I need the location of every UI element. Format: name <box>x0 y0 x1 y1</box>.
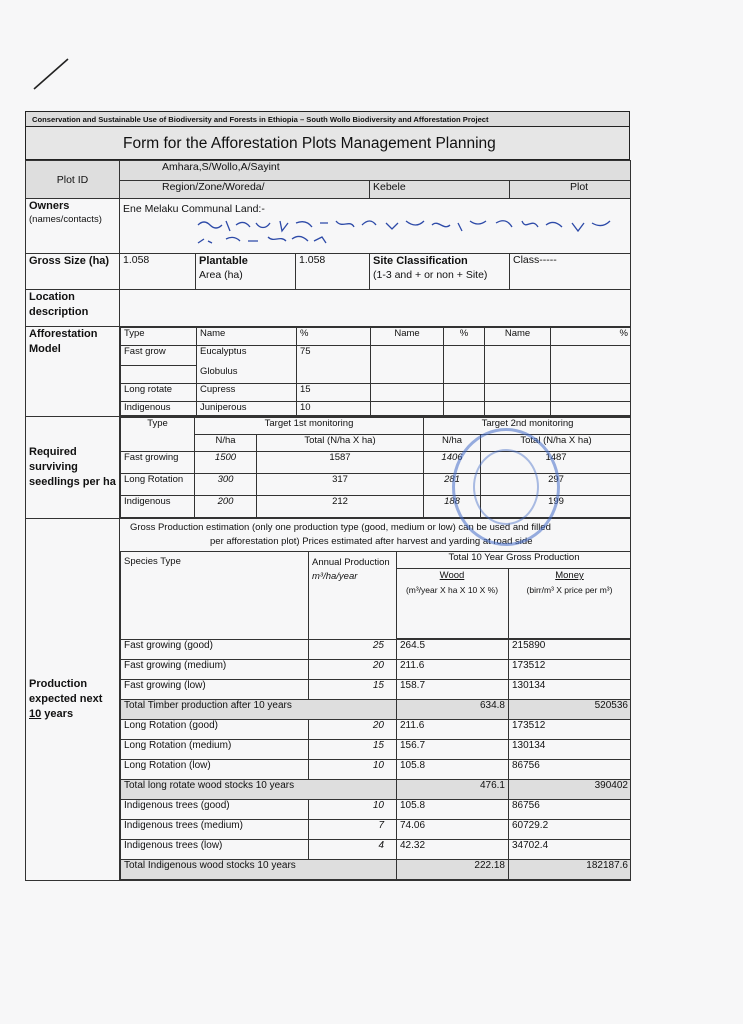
location-label: Location description <box>26 290 120 327</box>
seedlings-label: Required surviving seedlings per ha <box>26 417 120 519</box>
seedlings-row-type: Fast growing <box>121 452 195 474</box>
production-row <box>121 840 631 860</box>
model-header-type: Type <box>121 328 197 346</box>
production-header-wood: Wood <box>439 570 465 581</box>
production-header-wood-unit: (m³/year X ha X 10 X %) <box>405 585 499 595</box>
production-row-annual: 10 <box>309 800 397 820</box>
production-row-money: 130134 <box>509 740 631 760</box>
production-row-annual: 7 <box>309 820 397 840</box>
production-row <box>121 800 631 820</box>
production-row-species: Fast growing (good) <box>121 640 309 660</box>
production-row-annual: 25 <box>309 640 397 660</box>
production-row-species: Indigenous trees (low) <box>121 840 309 860</box>
production-row-money: 173512 <box>509 720 631 740</box>
production-row-wood: 211.6 <box>397 720 509 740</box>
production-row-annual: 10 <box>309 760 397 780</box>
seedlings-header-target1: Target 1st monitoring <box>195 418 424 435</box>
plot-id-value: Amhara,S/Wollo,A/Sayint <box>120 161 631 181</box>
model-row-pct: 75 <box>297 346 371 366</box>
location-value <box>120 290 631 327</box>
production-row <box>121 720 631 740</box>
production-label-years: 10 <box>29 708 42 720</box>
seedlings-header-total: Total (N/ha X ha) <box>257 435 424 452</box>
seedlings-row-tot2: 1487 <box>481 452 631 474</box>
production-row <box>121 760 631 780</box>
production-row-wood: 105.8 <box>397 760 509 780</box>
production-row-annual: 15 <box>309 740 397 760</box>
kebele-label: Kebele <box>370 181 510 199</box>
site-classification-cell <box>370 254 510 290</box>
production-row-wood: 211.6 <box>397 660 509 680</box>
afforestation-model-cell <box>120 327 631 417</box>
production-header-annual-unit: m³/ha/year <box>312 571 358 582</box>
production-label-cell <box>26 519 120 881</box>
model-header-name3: Name <box>485 328 551 346</box>
seedlings-row-tot1: 212 <box>257 496 424 518</box>
gross-size-value: 1.058 <box>120 254 196 290</box>
seedlings-row-n2: 1406 <box>424 452 481 474</box>
seedlings-row-n1: 1500 <box>195 452 257 474</box>
seedlings-cell <box>120 417 631 519</box>
production-header-total: Total 10 Year Gross Production <box>397 552 631 640</box>
plot-id-label: Plot ID <box>26 161 120 199</box>
production-row-money: 390402 <box>509 780 631 800</box>
site-classification-sub: (1-3 and + or non + Site) <box>373 269 488 281</box>
production-row-money: 173512 <box>509 660 631 680</box>
production-row-species: Fast growing (medium) <box>121 660 309 680</box>
model-row-name: Cupress <box>197 384 297 402</box>
production-header-money-unit: (birr/m³ X price per m³) <box>526 585 613 595</box>
production-subheader <box>120 568 631 639</box>
plantable-label-cell <box>196 254 296 290</box>
production-row-money: 86756 <box>509 760 631 780</box>
production-row-wood: 158.7 <box>397 680 509 700</box>
seedlings-row-type: Indigenous <box>121 496 195 518</box>
seedlings-header-nha: N/ha <box>424 435 481 452</box>
planning-form <box>25 160 631 881</box>
project-header: Conservation and Sustainable Use of Biodiversity and Forests in Ethiopia – South Wollo Biodiversity and Afforestation Project <box>25 111 630 127</box>
production-row-species: Indigenous trees (good) <box>121 800 309 820</box>
production-cell <box>120 519 631 881</box>
seedlings-row-tot2: 199 <box>481 496 631 518</box>
area-label: Area (ha) <box>199 269 243 281</box>
pen-stroke-mark <box>32 55 72 91</box>
model-header-name2: Name <box>371 328 444 346</box>
handwritten-signature <box>196 217 631 251</box>
seedlings-row-tot2: 297 <box>481 474 631 496</box>
model-row-pct: 10 <box>297 402 371 416</box>
production-total-row <box>121 700 631 720</box>
production-row-species: Total Indigenous wood stocks 10 years <box>121 860 397 880</box>
production-header-money-cell <box>508 569 631 639</box>
production-header-annual: Annual Production <box>312 557 390 568</box>
seedlings-row-tot1: 1587 <box>257 452 424 474</box>
model-row-pct <box>297 366 371 384</box>
production-row-money: 130134 <box>509 680 631 700</box>
model-header-pct2: % <box>444 328 485 346</box>
gross-size-label: Gross Size (ha) <box>26 254 120 290</box>
production-row-money: 60729.2 <box>509 820 631 840</box>
production-row-species: Fast growing (low) <box>121 680 309 700</box>
owners-value: Ene Melaku Communal Land:- <box>123 203 265 215</box>
production-header-wood-cell <box>396 569 508 639</box>
production-label: Production expected next <box>29 678 103 705</box>
production-row-species: Total Timber production after 10 years <box>121 700 397 720</box>
model-row-type: Indigenous <box>121 402 197 416</box>
form-title: Form for the Afforestation Plots Management Planning <box>25 127 630 160</box>
afforestation-model-label: Afforestation Model <box>26 327 120 417</box>
site-classification-label: Site Classification <box>373 255 468 267</box>
production-row-wood: 634.8 <box>397 700 509 720</box>
production-row-annual: 4 <box>309 840 397 860</box>
model-row-type: Long rotate <box>121 384 197 402</box>
plot-label: Plot <box>510 181 631 199</box>
model-header-name: Name <box>197 328 297 346</box>
production-row-annual: 20 <box>309 720 397 740</box>
production-rows <box>120 639 631 880</box>
production-note <box>120 519 630 551</box>
production-row-wood: 105.8 <box>397 800 509 820</box>
production-note-line2: per afforestation plot) Prices estimated after harvest and yarding at road side <box>210 536 533 547</box>
afforestation-model-table <box>120 327 631 416</box>
production-row-wood: 74.06 <box>397 820 509 840</box>
owners-label: Owners <box>29 200 70 212</box>
seedlings-header-type: Type <box>121 418 195 452</box>
seedlings-row-type: Long Rotation <box>121 474 195 496</box>
production-header-money: Money <box>555 570 584 581</box>
class-label: Class----- <box>510 254 631 290</box>
model-header-pct: % <box>297 328 371 346</box>
production-row <box>121 640 631 660</box>
model-header-pct3: % <box>551 328 631 346</box>
seedlings-header-total: Total (N/ha X ha) <box>481 435 631 452</box>
production-row-species: Long Rotation (good) <box>121 720 309 740</box>
production-label-suffix: years <box>41 708 74 720</box>
production-row-money: 34702.4 <box>509 840 631 860</box>
production-row-money: 182187.6 <box>509 860 631 880</box>
production-row-money: 520536 <box>509 700 631 720</box>
seedlings-row-n2: 281 <box>424 474 481 496</box>
production-note-line1: Gross Production estimation (only one production type (good, medium or low) can be used and filled <box>130 522 551 533</box>
production-header-species: Species Type <box>121 552 309 640</box>
model-row-type: Fast grow <box>121 346 197 366</box>
owners-sublabel: (names/contacts) <box>29 214 102 225</box>
production-row-wood: 42.32 <box>397 840 509 860</box>
production-total-row <box>121 860 631 880</box>
model-row-pct: 15 <box>297 384 371 402</box>
seedlings-row-n2: 188 <box>424 496 481 518</box>
seedlings-row-n1: 200 <box>195 496 257 518</box>
plantable-value: 1.058 <box>296 254 370 290</box>
seedlings-table <box>120 417 631 518</box>
seedlings-header-nha: N/ha <box>195 435 257 452</box>
production-row-wood: 222.18 <box>397 860 509 880</box>
production-row <box>121 740 631 760</box>
production-row-species: Long Rotation (low) <box>121 760 309 780</box>
seedlings-row-tot1: 317 <box>257 474 424 496</box>
seedlings-header-target2: Target 2nd monitoring <box>424 418 631 435</box>
plantable-label: Plantable <box>199 255 248 267</box>
model-row-name: Juniperous <box>197 402 297 416</box>
production-row-species: Indigenous trees (medium) <box>121 820 309 840</box>
production-row <box>121 660 631 680</box>
owners-label-cell <box>26 199 120 254</box>
region-label: Region/Zone/Woreda/ <box>120 181 370 199</box>
production-row-species: Total long rotate wood stocks 10 years <box>121 780 397 800</box>
production-row-species: Long Rotation (medium) <box>121 740 309 760</box>
model-row-name: Globulus <box>197 366 297 384</box>
production-row <box>121 680 631 700</box>
production-row-annual: 15 <box>309 680 397 700</box>
production-row-wood: 156.7 <box>397 740 509 760</box>
production-row-annual: 20 <box>309 660 397 680</box>
production-row-wood: 476.1 <box>397 780 509 800</box>
production-row-money: 215890 <box>509 640 631 660</box>
model-row-name: Eucalyptus <box>197 346 297 366</box>
owners-value-cell <box>120 199 631 254</box>
production-row-money: 86756 <box>509 800 631 820</box>
production-row <box>121 820 631 840</box>
seedlings-row-n1: 300 <box>195 474 257 496</box>
production-total-row <box>121 780 631 800</box>
production-row-wood: 264.5 <box>397 640 509 660</box>
model-row-type <box>121 366 197 384</box>
